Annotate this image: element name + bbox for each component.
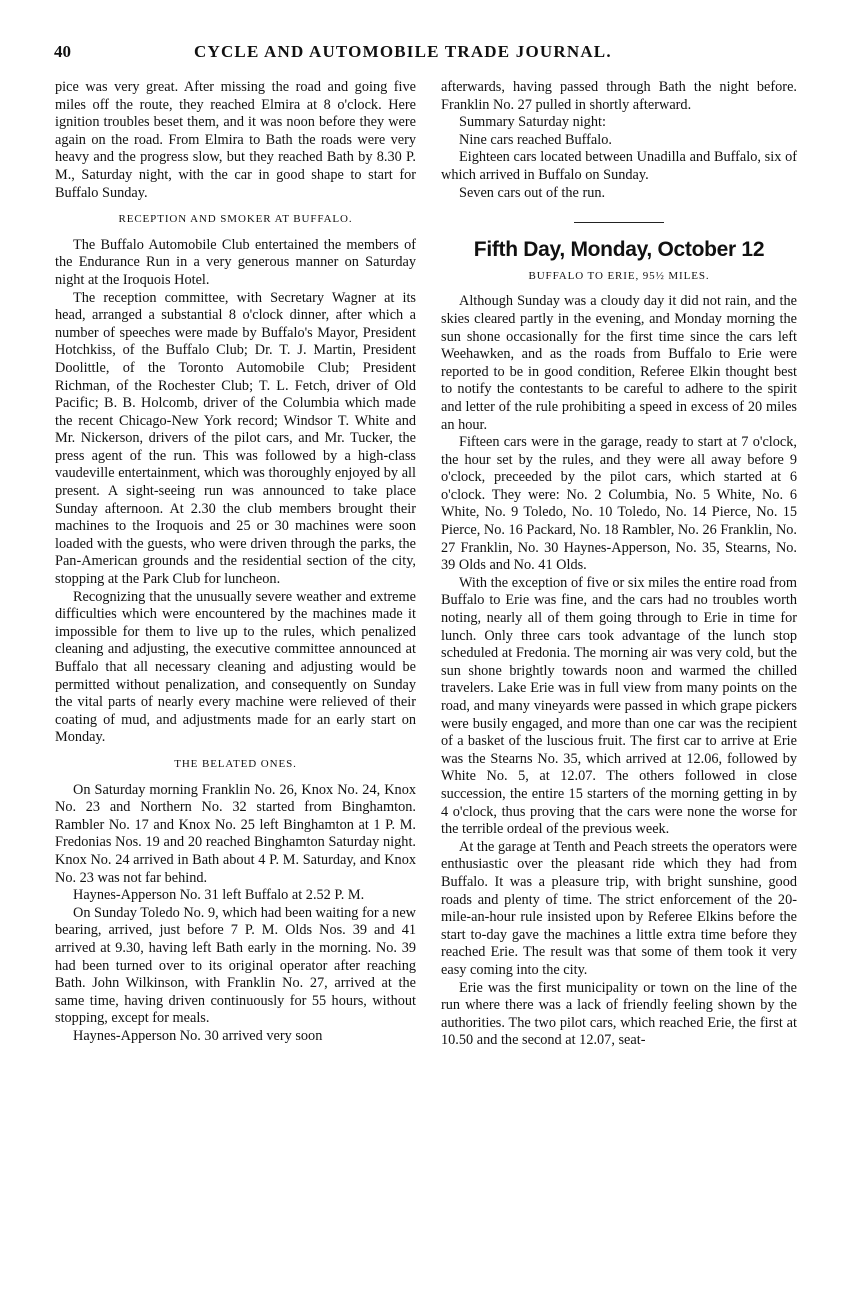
route-subhead: BUFFALO TO ERIE, 95½ MILES. bbox=[528, 269, 710, 282]
summary-line: Seven cars out of the run. bbox=[459, 184, 606, 201]
page-header bbox=[54, 42, 806, 68]
paragraph: Recognizing that the unusually severe weather and extreme difficulties which were encountered by the machines made it impossible for them to live up to the rules, which penalized cleaning and adjusting, the executive committee announced at Buffalo that all necessary cleaning and adjusting would be permitted without penalization, and consequently on Sunday the vital parts of nearly every machine were relieved of their coating of mud, and adjustments made for an early start on Monday. bbox=[55, 588, 416, 746]
right-column bbox=[441, 79, 797, 1050]
paragraph: On Saturday morning Franklin No. 26, Knox No. 24, Knox No. 23 and Northern No. 32 started from Binghamton. Rambler No. 17 and Knox No. 25 left Binghamton at 1 P. M. Fredonias Nos. 19 and 20 reached Binghamton Saturday night. Knox No. 24 arrived in Bath about 4 P. M. Saturday, and Knox No. 23 was not far behind. bbox=[55, 781, 416, 886]
paragraph: The Buffalo Automobile Club entertained the members of the Endurance Run in a very generous manner on Saturday night at the Iroquois Hotel. bbox=[55, 236, 416, 288]
paragraph: On Sunday Toledo No. 9, which had been waiting for a new bearing, arrived, just before 7 P. M. Olds Nos. 39 and 41 arrived at 9.30, having left Bath early in the morning. No. 39 had been turned over to its original operator after reaching Bath. John Wilkinson, with Franklin No. 27, arrived at the same time, having driven continuously for 55 hours, without stopping, except for meals. bbox=[55, 904, 416, 1027]
section-subhead-reception: RECEPTION AND SMOKER AT BUFFALO. bbox=[118, 213, 353, 226]
paragraph: Haynes-Apperson No. 30 arrived very soon bbox=[73, 1027, 323, 1044]
summary-line: Nine cars reached Buffalo. bbox=[459, 131, 612, 148]
left-column bbox=[55, 79, 416, 1045]
summary-line: Eighteen cars located between Unadilla and Buffalo, six of which arrived in Buffalo on Sunday. bbox=[441, 149, 797, 183]
paragraph: At the garage at Tenth and Peach streets the operators were enthusiastic over the pleasant ride which they had from Buffalo. It was a pleasure trip, with bright sunshine, good roads and plenty of time. The strict enforcement of the 20-mile-an-hour rule insisted upon by Referee Elkins before the start to-day gave the machines a little extra time before they reached Erie. The result was that some of them took it very easy coming into the city. bbox=[441, 838, 797, 978]
journal-title: CYCLE AND AUTOMOBILE TRADE JOURNAL. bbox=[194, 42, 612, 61]
paragraph: pice was very great. After missing the road and going five miles off the route, they reached Elmira at 8 o'clock. Here ignition troubles beset them, and it was noon before they were again on the road. From Elmira to Bath the roads were very heavy and the progress slow, but they reached Bath by 8.30 P. M., Saturday night, with the car in good shape to start for Buffalo Sunday. bbox=[55, 79, 416, 201]
section-subhead-belated: THE BELATED ONES. bbox=[174, 757, 297, 770]
paragraph: Erie was the first municipality or town on the line of the run where there was a lack of friendly feeling shown by the authorities. The two pilot cars, which reached Erie, the first at 10.50 and the second at 12.07, seat- bbox=[441, 979, 797, 1049]
paragraph: Fifteen cars were in the garage, ready to start at 7 o'clock, the hour set by the rules, and they were all away before 9 o'clock, preceeded by the pilot cars, which started at 6 o'clock. They were: No. 2 Columbia, No. 5 White, No. 6 White, No. 9 Toledo, No. 10 Toledo, No. 14 Pierce, No. 15 Pierce, No. 16 Packard, No. 18 Rambler, No. 26 Franklin, No. 27 Franklin, No. 30 Haynes-Apperson, No. 35, Stearns, No. 39 Olds and No. 41 Olds. bbox=[441, 434, 797, 574]
summary-title: Summary Saturday night: bbox=[459, 114, 606, 131]
paragraph: Although Sunday was a cloudy day it did not rain, and the skies cleared partly in the evening, and Monday morning the sun shone occasionally for the first time since the cars left Weehawken, and as the roads from Buffalo to Erie were reported to be in good condition, Referee Elkin thought best to notify the contestants to be careful to adhere to the spirit and letter of the rule prohibiting a speed in excess of 20 miles an hour. bbox=[441, 293, 797, 433]
day-heading: Fifth Day, Monday, October 12 bbox=[473, 238, 765, 262]
paragraph: Haynes-Apperson No. 31 left Buffalo at 2.52 P. M. bbox=[73, 887, 365, 904]
section-divider bbox=[574, 222, 664, 223]
paragraph: afterwards, having passed through Bath the night before. Franklin No. 27 pulled in shortly afterward. bbox=[441, 79, 797, 113]
page-number: 40 bbox=[54, 42, 71, 61]
paragraph: With the exception of five or six miles the entire road from Buffalo to Erie was fine, and the cars had no troubles worth noting, nearly all of them going through to Erie in time for lunch. Only three cars took advantage of the lunch stop scheduled at Fredonia. The morning air was very cold, but the sun shone brightly towards noon and warmed the chilled travelers. Lake Erie was in full view from many points on the road, and many vineyards were passed in which grape pickers were busily engaged, and more than one car was the recipient of a basket of the luscious fruit. The first car to arrive at Erie was the Stearns No. 35, which arrived at 12.06, followed by White No. 5, at 12.07. The others followed in close succession, the entire 15 starters of the morning getting in by 4 o'clock, thus proving that the cars were none the worse for the terrible ordeal of the previous week. bbox=[441, 574, 797, 838]
paragraph: The reception committee, with Secretary Wagner at its head, arranged a substantial 8 o'clock dinner, after which a number of speeches were made by Buffalo's Mayor, President Hotchkiss, of the Buffalo Club; Dr. T. J. Martin, President Doolittle, of the Toronto Automobile Club; President Richman, of the Rochester Club; T. L. Fetch, driver of Old Pacific; B. B. Holcomb, driver of the Columbia which made the recent Chicago-New York record; Windsor T. White and Mr. Nickerson, drivers of the pilot cars, and Mr. Tucker, the press agent of the run. This was followed by a high-class vaudeville entertainment, which was thoroughly enjoyed by all present. A sight-seeing run was announced to take place Sunday afternoon. At 2.30 the club members brought their machines to the Iroquois and 25 or 30 machines were soon loaded with the guests, who were driven through the parks, the Pan-American grounds and the residential section of the city, stopping at the Park Club for luncheon. bbox=[55, 289, 416, 588]
